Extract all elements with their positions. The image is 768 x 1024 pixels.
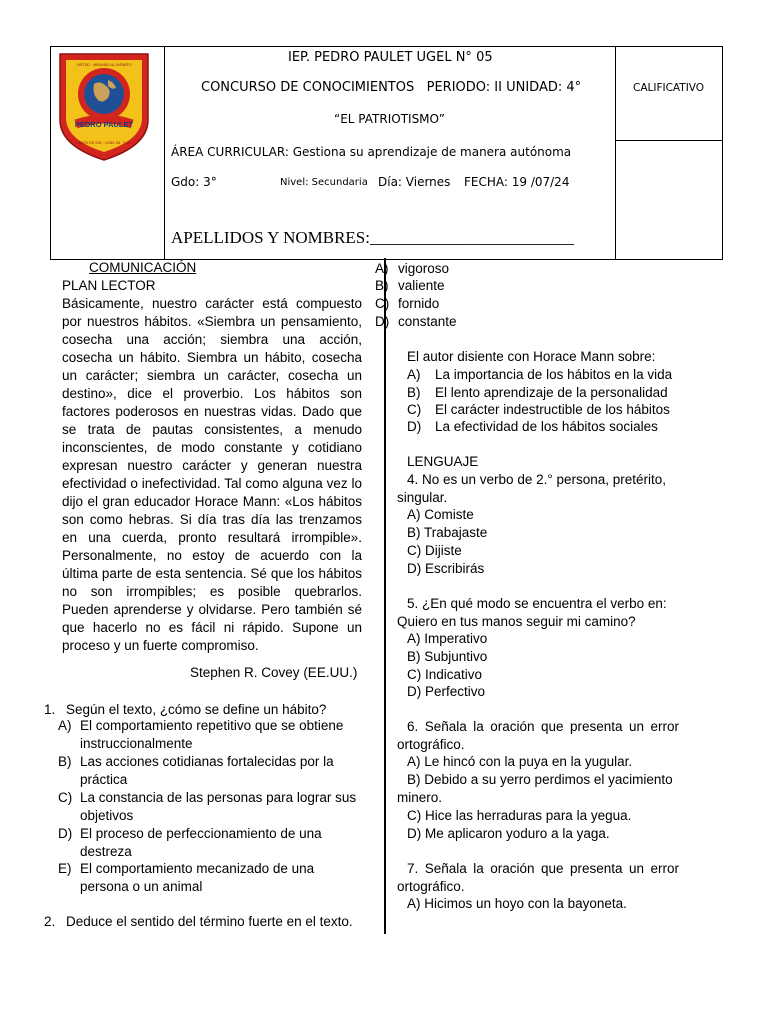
curricular-area: ÁREA CURRICULAR: Gestiona su aprendizaje de manera autónoma <box>171 145 572 159</box>
logo-name: PEDRO PAULET <box>74 120 134 129</box>
question-4-text: 4. No es un verbo de 2.° persona, pretérito, singular. <box>397 472 667 505</box>
q2-option-letter[interactable]: C) <box>375 296 390 311</box>
q7-option[interactable]: A) Hicimos un hoyo con la bayoneta. <box>407 896 627 911</box>
q5-option[interactable]: B) Subjuntivo <box>407 649 488 664</box>
q3-option-text[interactable]: La importancia de los hábitos en la vida <box>435 367 673 382</box>
subsection-title: PLAN LECTOR <box>62 278 156 293</box>
q4-option[interactable]: C) Dijiste <box>407 543 462 558</box>
q2-option-text[interactable]: constante <box>398 314 457 329</box>
q6-option[interactable]: A) Le hincó con la puya en la yugular. <box>407 754 633 769</box>
section-title: COMUNICACIÓN <box>89 260 197 275</box>
date-label: FECHA: 19 /07/24 <box>464 175 570 189</box>
q3-option-letter[interactable]: A) <box>407 367 421 382</box>
q1-option-text[interactable]: Las acciones cotidianas fortalecidas por la práctica <box>80 754 334 787</box>
q1-option-letter[interactable]: E) <box>58 861 72 876</box>
contest-theme: “EL PATRIOTISMO” <box>334 112 445 126</box>
q5-option[interactable]: D) Perfectivo <box>407 684 486 699</box>
q6-option[interactable]: C) Hice las herraduras para la yegua. <box>407 808 632 823</box>
q1-option-text[interactable]: La constancia de las personas para lograr sus objetivos <box>80 790 357 823</box>
logo-address: CANTO DE SOL · UGEL 05 · S.J.L. <box>75 141 133 145</box>
q1-option-text[interactable]: El comportamiento mecanizado de una persona o un animal <box>80 861 315 894</box>
reading-passage: Básicamente, nuestro carácter está compuesto por nuestros hábitos. «Siembra un pensamiento, cosecha una acción; siembra una acción, cosecha un hábito. Siembra un hábito, cosecha un carácter; siembra un carácter, cosecha un destino», dice el proverbio. Los hábitos son factores poderosos en nuestras vidas. Dado que se trata de pautas consistentes, a menudo inconscientes, de modo constante y cotidiano expresan nuestro carácter y generan nuestra efectividad o inefectividad. Tal como alguna vez lo dijo el gran educador Horace Mann: «Los hábitos son como hebras. Si día tras día las trenzamos en una cuerda, pronto resultará irrompible». Personalmente, no estoy de acuerdo con la última parte de esta sentencia. Sé que los hábitos no son irrompibles; es posible quebrarlos. Pueden aprenderse y olvidarse. Pero también sé que hacerlo no es fácil ni rápido. Supone un proceso y un fuerte compromiso. <box>62 296 362 653</box>
q1-option-letter[interactable]: D) <box>58 826 73 841</box>
question-6-text: 6. Señala la oración que presenta un error ortográfico. <box>397 719 679 752</box>
q2-option-letter[interactable]: A) <box>375 261 389 276</box>
passage-author: Stephen R. Covey (EE.UU.) <box>190 665 358 680</box>
question-7-text: 7. Señala la oración que presenta un error ortográfico. <box>397 861 679 894</box>
q1-option-letter[interactable]: C) <box>58 790 73 805</box>
q2-option-text[interactable]: valiente <box>398 278 445 293</box>
day-label: Día: Viernes <box>378 175 451 189</box>
q6-option[interactable]: D) Me aplicaron yoduro a la yaga. <box>407 826 610 841</box>
q5-option[interactable]: A) Imperativo <box>407 631 488 646</box>
q3-option-letter[interactable]: B) <box>407 385 421 400</box>
question-5-text: 5. ¿En qué modo se encuentra el verbo en: Quiero en tus manos seguir mi camino? <box>397 596 667 629</box>
q3-option-letter[interactable]: C) <box>407 402 422 417</box>
q4-option[interactable]: A) Comiste <box>407 507 474 522</box>
header-divider-logo <box>164 46 165 259</box>
question-1-text: Según el texto, ¿cómo se define un hábito? <box>66 702 327 717</box>
names-field[interactable]: APELLIDOS Y NOMBRES:________________________ <box>171 228 574 247</box>
q4-option[interactable]: D) Escribirás <box>407 561 485 576</box>
school-name: IEP. PEDRO PAULET UGEL N° 05 <box>288 50 493 65</box>
q4-option[interactable]: B) Trabajaste <box>407 525 488 540</box>
q5-option[interactable]: C) Indicativo <box>407 667 483 682</box>
q1-option-text[interactable]: El proceso de perfeccionamiento de una destreza <box>80 826 322 859</box>
q2-option-text[interactable]: vigoroso <box>398 261 450 276</box>
q3-option-letter[interactable]: D) <box>407 419 422 434</box>
q3-option-text[interactable]: El lento aprendizaje de la personalidad <box>435 385 668 400</box>
level-label: Nivel: Secundaria <box>280 177 368 188</box>
question-1-number: 1. <box>44 702 56 717</box>
q2-option-letter[interactable]: B) <box>375 278 389 293</box>
school-logo <box>56 50 152 162</box>
q1-option-text[interactable]: El comportamiento repetitivo que se obtiene instruccionalmente <box>80 718 344 751</box>
grade-box-label: CALIFICATIVO <box>633 82 705 94</box>
grade-label: Gdo: 3° <box>171 175 217 189</box>
question-3-text: El autor disiente con Horace Mann sobre: <box>407 349 656 364</box>
grade-box[interactable] <box>616 141 721 258</box>
q2-option-letter[interactable]: D) <box>375 314 390 329</box>
q1-option-letter[interactable]: B) <box>58 754 72 769</box>
question-2-text: Deduce el sentido del término fuerte en el texto. <box>66 914 353 929</box>
q2-option-text[interactable]: fornido <box>398 296 440 311</box>
q6-option[interactable]: B) Debido a su yerro perdimos el yacimiento minero. <box>397 772 673 805</box>
q3-option-text[interactable]: La efectividad de los hábitos sociales <box>435 419 658 434</box>
column-divider <box>384 258 386 934</box>
contest-title: CONCURSO DE CONOCIMIENTOS PERIODO: II UNIDAD: 4° <box>201 80 582 95</box>
q3-option-text[interactable]: El carácter indestructible de los hábitos <box>435 402 670 417</box>
logo-motto: VIRTUD · MIRANDO AL INFINITO <box>76 63 132 67</box>
lenguaje-title: LENGUAJE <box>407 454 479 469</box>
q1-option-letter[interactable]: A) <box>58 718 72 733</box>
question-2-number: 2. <box>44 914 56 929</box>
